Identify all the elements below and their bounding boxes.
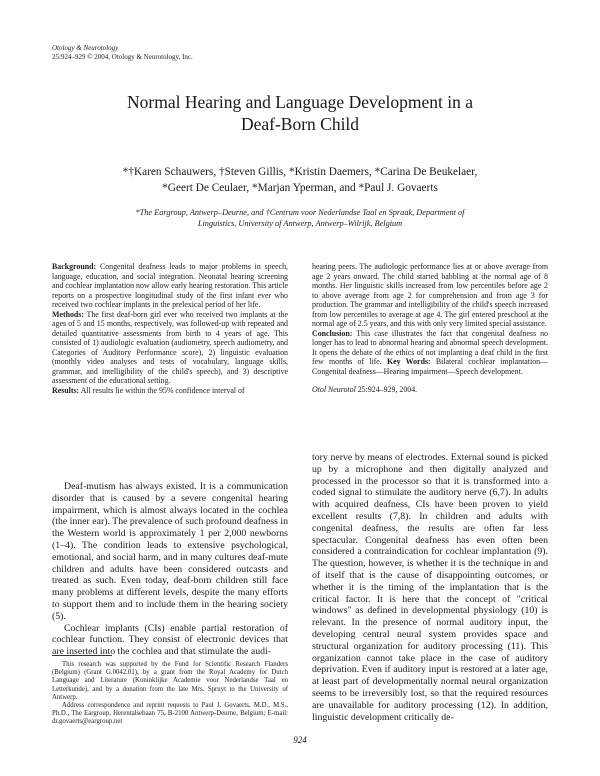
footnotes: [52, 655, 288, 727]
title-line-1: Normal Hearing and Language Development in a: [127, 92, 473, 112]
abstract-methods: [52, 310, 288, 386]
background-text: Congenital deafness leads to major problems in speech, language, education, and social integration. Neonatal hearing screening and cochlear implantation now allow early hearing restoration. This article reports on a prospective longitudinal study of the first infant ever who received two cochlear implants in the prelexical period of her life.: [52, 262, 288, 309]
author-list: [60, 164, 540, 196]
abstract-background: [52, 262, 288, 310]
affiliation-line-2: Linguistics, University of Antwerp, Antwerp–Wilrijk, Belgium: [197, 219, 403, 228]
page-number: 924: [293, 735, 307, 745]
abstract-right-column: [312, 262, 548, 395]
body-paragraph-1: Deaf-mutism has always existed. It is a communication disorder that is caused by a severe congenital hearing impairment, which is almost always located in the cochlea (the inner ear). The prevalence of such profound deafness in the Western world is approximately 1 per 2,000 newborns (1–4). The condition leads to extensive psychological, emotional, and social harm, and in many cultures deaf-mute children and adults have been considered outcasts and treated as such. Even today, deaf-born children still face many problems at different levels, despite the many efforts to support them and to include them in the hearing society (5).: [52, 481, 288, 622]
journal-name: Otology & Neurotology: [52, 44, 119, 52]
article-title: [60, 91, 540, 135]
results-continued: hearing peers. The audiologic performance lies at or above average from age 2 years onward. The child started babbling at the normal age of 8 months. Her linguistic skills increased from low percentiles before age 2 to above average from age 2 for comprehension and from age 3 for production. The grammar and intelligibility of the child's speech increased from low percentiles to average at age 4. The girl entered preschool at the normal age of 2.5 years, and this with only very limited special assistance.: [312, 262, 548, 328]
cite-journal: Otol Neurotol: [312, 385, 356, 394]
conclusion-label: Conclusion:: [312, 328, 353, 338]
authors-line-2: *Geert De Ceulaer, *Marjan Yperman, and *Paul J. Govaerts: [162, 182, 438, 194]
body-right-column: [312, 452, 548, 723]
abstract-conclusion: [312, 329, 548, 377]
results-label: Results:: [52, 385, 80, 395]
authors-line-1: *†Karen Schauwers, †Steven Gillis, *Kristin Daemers, *Carina De Beukelaer,: [122, 166, 478, 178]
body-paragraph-2: Cochlear implants (CIs) enable partial restoration of cochlear function. They consist of electronic devices that are inserted into the cochlea and that stimulate the audi-: [52, 622, 288, 658]
cite-rest: 25:924–929, 2004.: [355, 385, 418, 394]
title-line-2: Deaf-Born Child: [240, 114, 360, 134]
affiliations: [60, 207, 540, 229]
footnote-rule: [52, 655, 112, 656]
keywords-text: Bilateral cochlear implantation—Congenital deafness—Hearing impairment—Speech development.: [312, 357, 548, 376]
footnote-funding: This research was supported by the Fund for Scientific Research Flanders (Belgium) (Grant G.0042.01), by a grant from the Royal Academy for Dutch Language and Literature (Koninklijke Academie voor Nederlandse Taal en Letterkunde), and by a donation from the late Mrs. Spruyt to the University of Antwerp.: [52, 661, 288, 701]
results-text-left: All results lie within the 95% confidence interval of: [79, 385, 245, 395]
footnote-address: Address correspondence and reprint requests to Paul J. Govaerts, M.D., M.S., Ph.D., The Eargroup, Herentalsebaan 75, B-2100 Antwerp-Deurne, Belgium; E-mail: dr.govaerts@eargroup.net: [52, 702, 288, 726]
abstract-left-column: [52, 262, 288, 395]
affiliation-line-1: *The Eargroup, Antwerp–Deurne, and †Centrum voor Nederlandse Taal en Spraak, Department of: [135, 208, 465, 217]
conclusion-text: This case illustrates the fact that congenital deafness no longer has to lead to abnormal hearing and abnormal speech development. It opens the debate of the ethics of not implanting a deaf child in the first few months of life.: [312, 328, 548, 366]
citation-line: 25:924–929 © 2004, Otology & Neurotology, Inc.: [52, 53, 193, 61]
body-left-column: [52, 481, 288, 658]
running-header: [52, 44, 193, 62]
abstract-results: [52, 386, 288, 396]
background-label: Background:: [52, 262, 97, 271]
keywords-label: Key Words:: [387, 357, 431, 366]
methods-label: Methods:: [52, 309, 84, 319]
methods-text: The first deaf-born girl ever who received two implants at the ages of 5 and 15 months, respectively, was followed-up with repeated and detailed quantitative assessments from birth to 4 years of age. This consisted of 1) audiologic evaluation (audiometry, speech audiometry, and Categories of Auditory Performance score), 2) linguistic evaluation (monthly video analyses and tests of vocabulary, language skills, grammar, and intelligibility of the child's speech), and 3) descriptive assessment of the educational setting.: [52, 309, 288, 385]
abstract-citation: [312, 385, 548, 395]
body-paragraph-3: tory nerve by means of electrodes. External sound is picked up by a microphone and then digitally analyzed and processed in the processor so that it is transformed into a coded signal to stimulate the auditory nerve (6,7). In adults with acquired deafness, CIs have been proven to yield excellent results (7,8). In children and adults with congenital deafness, the results are often far less spectacular. Congenital deafness has even often been considered a contraindication for cochlear implantation (9). The question, however, is whether it is the technique in and of itself that is the cause of disappointing outcomes, or whether it is the timing of the implantation that is the critical factor. It is here that the concept of "critical windows" as defined in developmental physiology (10) is relevant. In the presence of normal auditory input, the developing central neural system provides space and structural organization for auditory processing (11). This organization cannot take place in the case of auditory deprivation. Even if auditory input is restored at a later age, at least part of developmentally normal neural organization seems to be irreversibly lost, so that the required resources are unavailable for auditory processing (12). In addition, linguistic development critically de-: [312, 452, 548, 723]
